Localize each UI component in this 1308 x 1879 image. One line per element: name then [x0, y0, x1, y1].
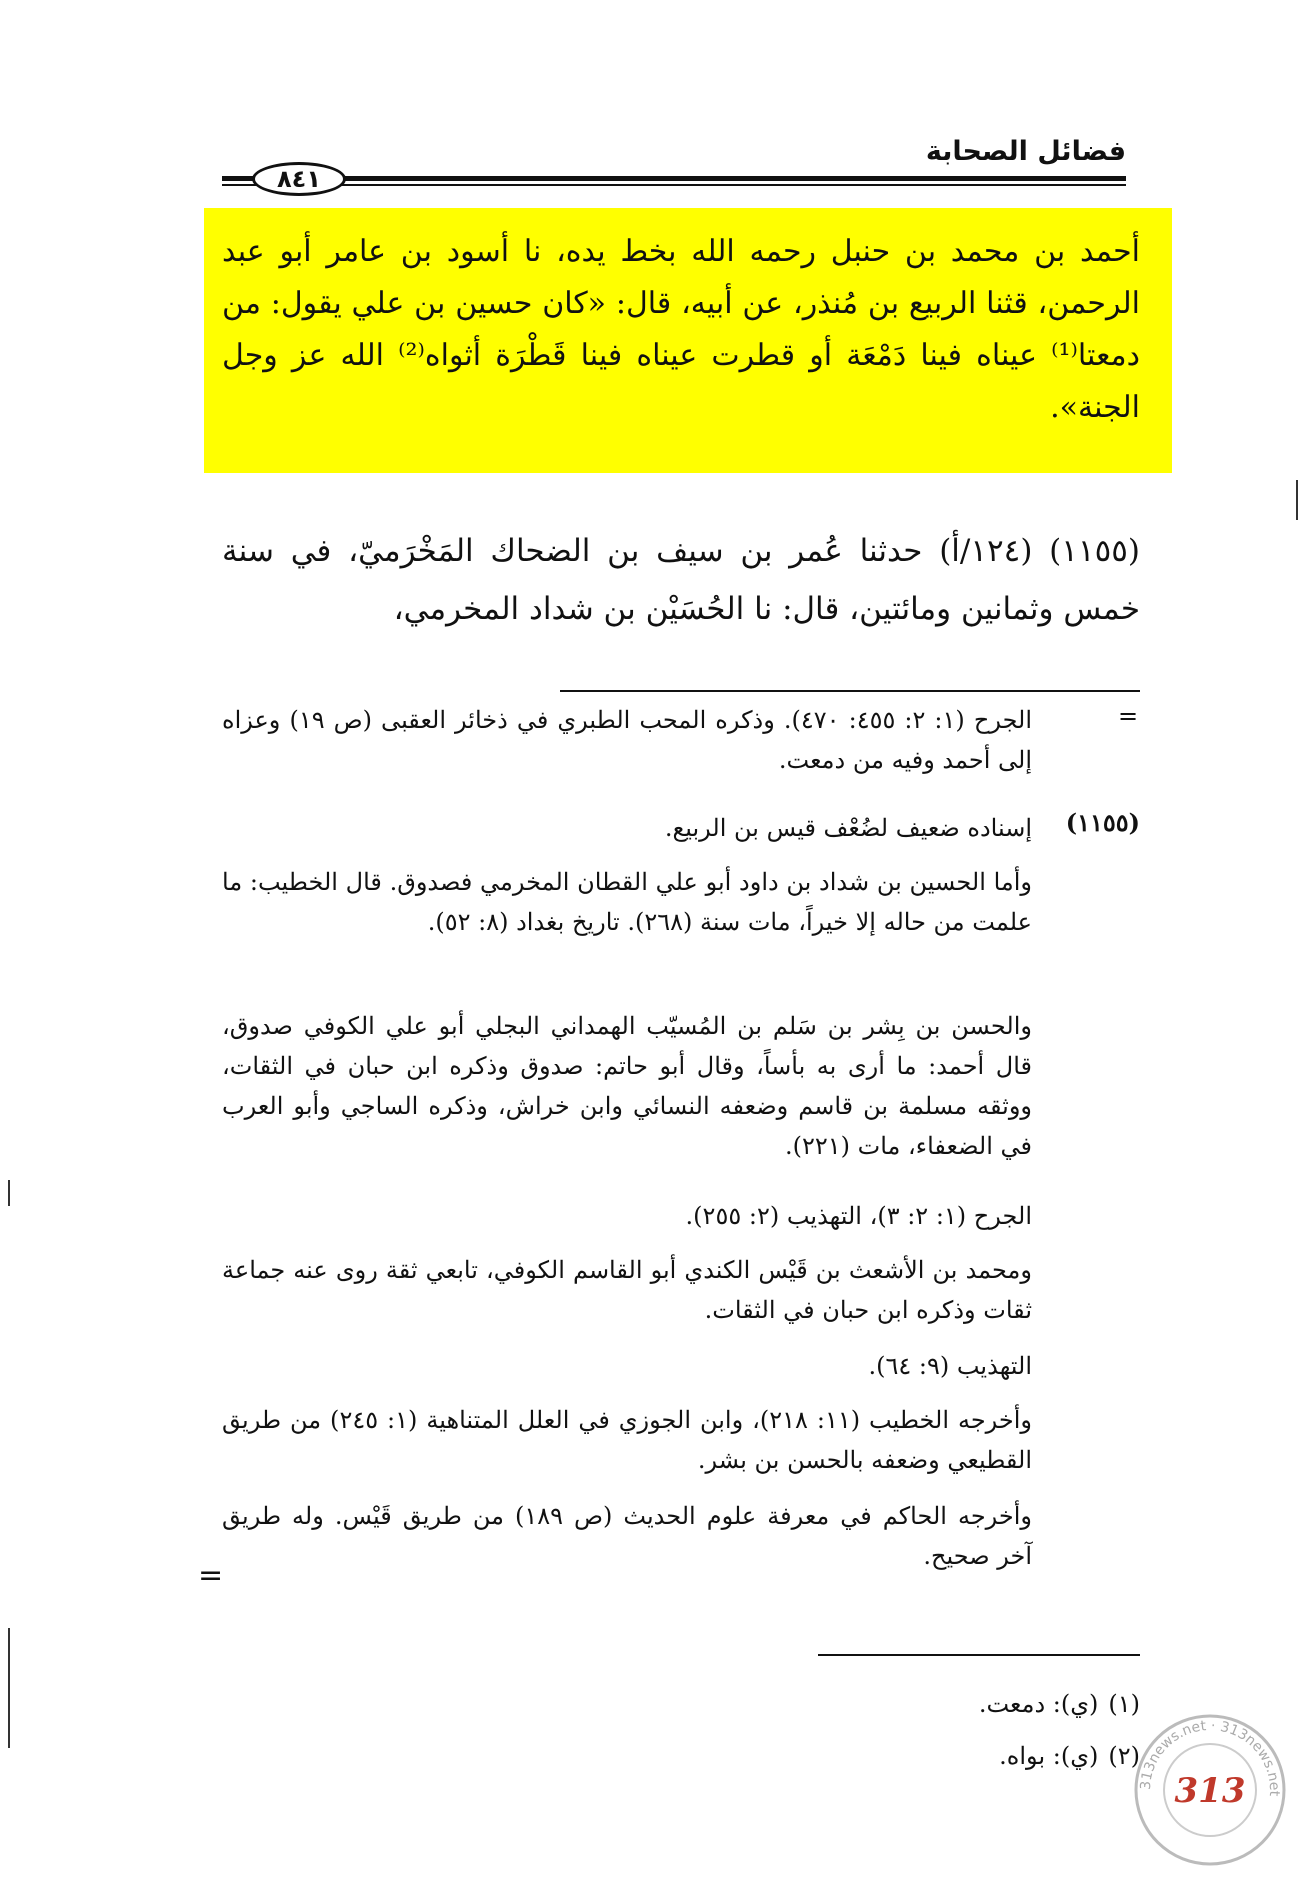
scan-artifact: [1296, 480, 1298, 520]
footnote-line: [989, 1742, 1140, 1770]
continuation-marker: =: [1118, 702, 1139, 730]
stamp-number: 313: [1174, 1771, 1246, 1811]
note-paragraph: ومحمد بن الأشعث بن قَيْس الكندي أبو القاسم الكوفي، تابعي ثقة روى عنه جماعة ثقات وذكره ابن حبان في الثقات.: [222, 1256, 1032, 1324]
note-paragraph: وأخرجه الخطيب (١١: ٢١٨)، وابن الجوزي في العلل المتناهية (١: ٢٤٥) من طريق القطيعي وضعفه بالحسن بن بشر.: [222, 1406, 1033, 1474]
footnote-text: (ي): دمعت.: [978, 1690, 1099, 1718]
note-lead: إسناده ضعيف لضُعْف قيس بن الربيع.: [664, 814, 1032, 842]
note-paragraph: وأخرجه الحاكم في معرفة علوم الحديث (ص ١٨٩) من طريق قَيْس. وله طريق آخر صحيح.: [222, 1502, 1032, 1570]
note-paragraph: الجرح (١: ٢: ٣)، التهذيب (٢: ٢٥٥).: [685, 1202, 1032, 1230]
scan-artifact: [8, 1628, 10, 1748]
header-rule: [222, 176, 1126, 181]
footnote-line: [969, 1690, 1140, 1718]
note-paragraph: والحسن بن بِشر بن سَلم بن المُسيّب الهمداني البجلي أبو علي الكوفي صدوق، قال أحمد: ما أرى به بأساً، وقال أبو حاتم: صدوق وذكره ابن حبان في الثقات، ووثقه مسلمة بن قاسم وضعفه النسائي وابن خراش، وذكره الساجي وأبو العرب في الضعفاء، مات (٢٢١).: [222, 1012, 1032, 1160]
main-hadith-text: (١١٥٥) (١٢٤/أ) حدثنا عُمر بن سيف بن الضحاك المَخْرَميّ، في سنة خمس وثمانين ومائتين، قال: نا الحُسَيْن بن شداد المخرمي،: [222, 533, 1140, 627]
stamp-ring-text: 313news.net · 313news.net: [1137, 1717, 1283, 1797]
note-paragraph: وأما الحسين بن شداد بن داود أبو علي القطان المخرمي فصدوق. قال الخطيب: ما علمت من حاله إلا خيراً، مات سنة (٢٦٨). تاريخ بغداد (٨: ٥٢).: [222, 868, 1033, 936]
footnote-text: (ي): بواه.: [999, 1742, 1099, 1770]
footnote-number: (٢): [1108, 1742, 1140, 1770]
note-number: (١١٥٥): [1065, 808, 1140, 837]
page-number: ٨٤١: [252, 162, 346, 196]
continuation-marker-bottom: =: [198, 1558, 224, 1593]
watermark-stamp: [1130, 1710, 1290, 1870]
footnote-number: (١): [1108, 1690, 1140, 1718]
highlighted-passage: أحمد بن محمد بن حنبل رحمه الله بخط يده، نا أسود بن عامر أبو عبد الرحمن، قثنا الربيع بن مُنذر، عن أبيه، قال: «كان حسين بن علي يقول: من دمعتا⁽¹⁾ عيناه فينا دَمْعَة أو قطرت عيناه فينا قَطْرَة أثواه⁽²⁾ الله عز وجل الجنة».: [222, 234, 1140, 425]
note-paragraph: التهذيب (٩: ٦٤).: [868, 1352, 1032, 1380]
header-rule-thin: [222, 184, 1126, 186]
footnote-separator: [560, 690, 1140, 692]
scan-artifact: [8, 1180, 10, 1206]
footnote-separator-bottom: [818, 1654, 1140, 1656]
page-header-title: فضائل الصحابة: [925, 136, 1126, 167]
note-continuation: الجرح (١: ٢: ٤٥٥: ٤٧٠). وذكره المحب الطبري في ذخائر العقبى (ص ١٩) وعزاه إلى أحمد وفيه من دمعت.: [222, 706, 1033, 774]
